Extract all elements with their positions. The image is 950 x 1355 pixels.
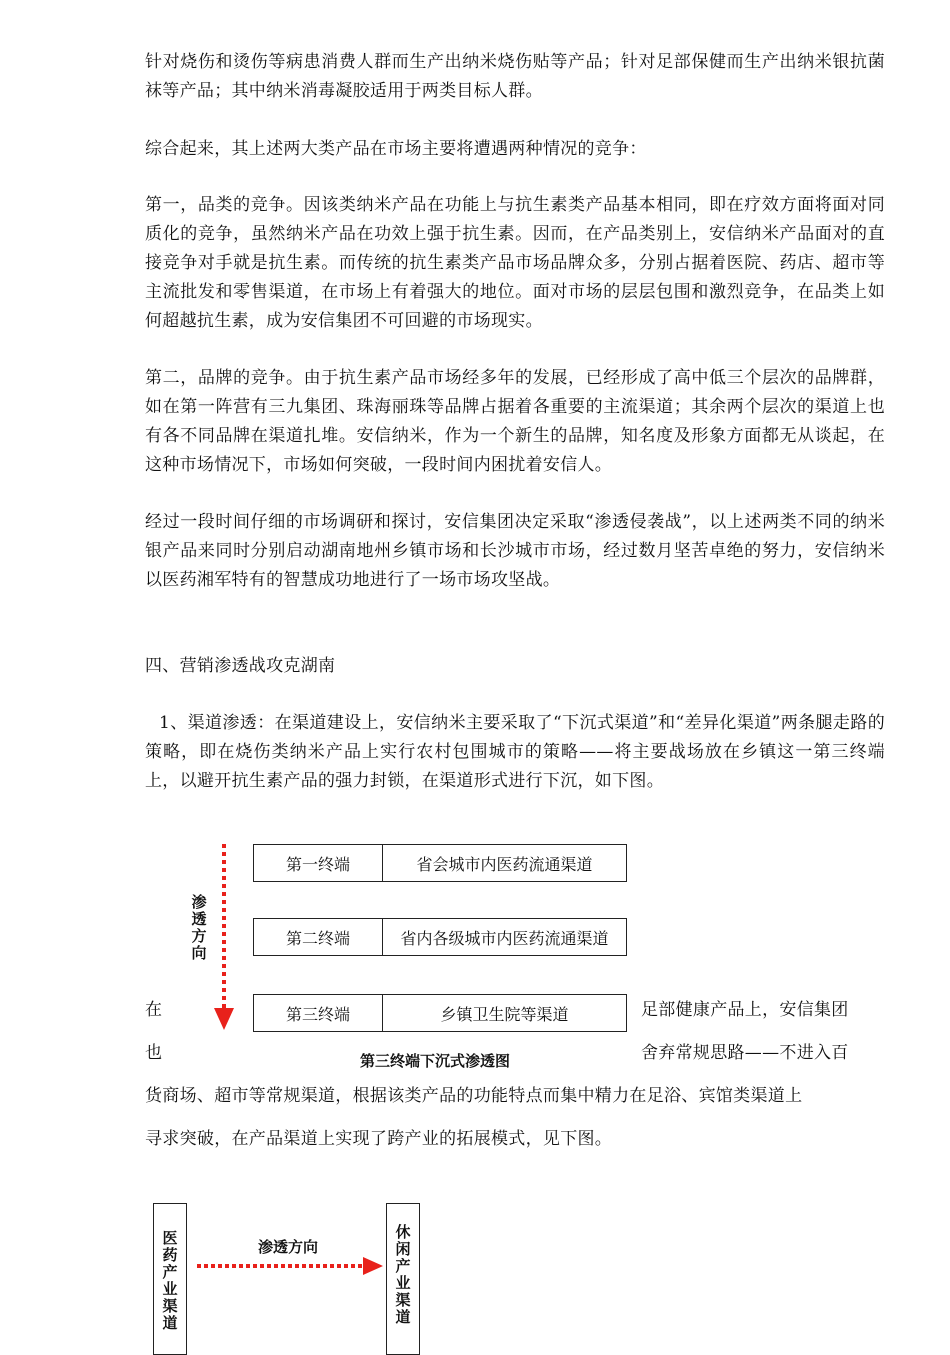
penetration-arrow-icon bbox=[193, 1255, 385, 1279]
paragraph-strategy: 经过一段时间仔细的市场调研和探讨，安信集团决定采取“渗透侵袭战”，以上述两类不同的纳米银产品来同时分别启动湖南地州乡镇市场和长沙城市市场，经过数月坚苦卓绝的努力，安信纳米以医药湘军特有的智慧成功地进行了一场市场攻坚战。 bbox=[145, 512, 885, 590]
channel-label: 省会城市内医药流通渠道 bbox=[416, 854, 593, 874]
paragraph-foot-products-2: 寻求突破，在产品渠道上实现了跨产业的拓展模式，见下图。 bbox=[145, 1129, 613, 1149]
wrap-text-left: 也 bbox=[145, 1043, 163, 1063]
wrap-text-right: 舍弃常规思路——不进入百 bbox=[641, 1043, 849, 1063]
paragraph-foot-products-1: 货商场、超市等常规渠道，根据该类产品的功能特点而集中精力在足浴、宾馆类渠道上 bbox=[145, 1086, 803, 1106]
channel-label: 乡镇卫生院等渠道 bbox=[440, 1004, 569, 1024]
terminal-row-3 bbox=[253, 994, 627, 1032]
paragraph-competition-summary: 综合起来，其上述两大类产品在市场主要将遭遇两种情况的竞争： bbox=[145, 139, 647, 159]
paragraph-brand-competition: 第二，品牌的竞争。由于抗生素产品市场经多年的发展，已经形成了高中低三个层次的品牌群，如在第一阵营有三九集团、珠海丽珠等品牌占据着各重要的主流渠道；其余两个层次的渠道上也有各不同品牌在渠道扎堆。安信纳米，作为一个新生的品牌，知名度及形象方面都无从谈起，在这种市场情况下，市场如何突破，一段时间内困扰着安信人。 bbox=[145, 368, 885, 475]
leisure-channel-label: 休闲产业渠道 bbox=[395, 1223, 411, 1326]
paragraph-product-targets: 针对烧伤和烫伤等病患消费人群而生产出纳米烧伤贴等产品；针对足部保健而生产出纳米银抗菌袜等产品；其中纳米消毒凝胶适用于两类目标人群。 bbox=[145, 52, 885, 101]
diagram-caption: 第三终端下沉式渗透图 bbox=[360, 1052, 511, 1070]
section-heading: 四、营销渗透战攻克湖南 bbox=[145, 656, 336, 676]
leisure-channel-box bbox=[386, 1203, 420, 1355]
medical-channel-label: 医药产业渠道 bbox=[162, 1229, 178, 1332]
wrap-text-left: 在 bbox=[145, 1000, 163, 1020]
medical-channel-box bbox=[153, 1203, 187, 1355]
wrap-text-right: 足部健康产品上，安信集团 bbox=[641, 1000, 849, 1020]
penetration-direction-label: 渗透方向 bbox=[191, 893, 207, 962]
terminal-row-2 bbox=[253, 918, 627, 956]
terminal-label: 第三终端 bbox=[254, 995, 383, 1031]
penetration-arrow-icon bbox=[205, 840, 245, 1035]
channel-label: 省内各级城市内医药流通渠道 bbox=[400, 928, 609, 948]
paragraph-category-competition: 第一，品类的竞争。因该类纳米产品在功能上与抗生素类产品基本相同，即在疗效方面将面对同质化的竞争，虽然纳米产品在功效上强于抗生素。因而，在产品类别上，安信纳米产品面对的直接竞争对手就是抗生素。而传统的抗生素类产品市场品牌众多，分别占据着医院、药店、超市等主流批发和零售渠道，在市场上有着强大的地位。面对市场的层层包围和激烈竞争，在品类上如何超越抗生素，成为安信集团不可回避的市场现实。 bbox=[145, 195, 885, 331]
terminal-label: 第一终端 bbox=[254, 845, 383, 881]
penetration-direction-label: 渗透方向 bbox=[258, 1238, 319, 1256]
paragraph-channel-penetration: 1、渠道渗透：在渠道建设上，安信纳米主要采取了“下沉式渠道”和“差异化渠道”两条腿走路的策略，即在烧伤类纳米产品上实行农村包围城市的策略——将主要战场放在乡镇这一第三终端上，以避开抗生素产品的强力封锁，在渠道形式进行下沉，如下图。 bbox=[145, 713, 885, 791]
terminal-row-1 bbox=[253, 844, 627, 882]
terminal-label: 第二终端 bbox=[254, 919, 383, 955]
